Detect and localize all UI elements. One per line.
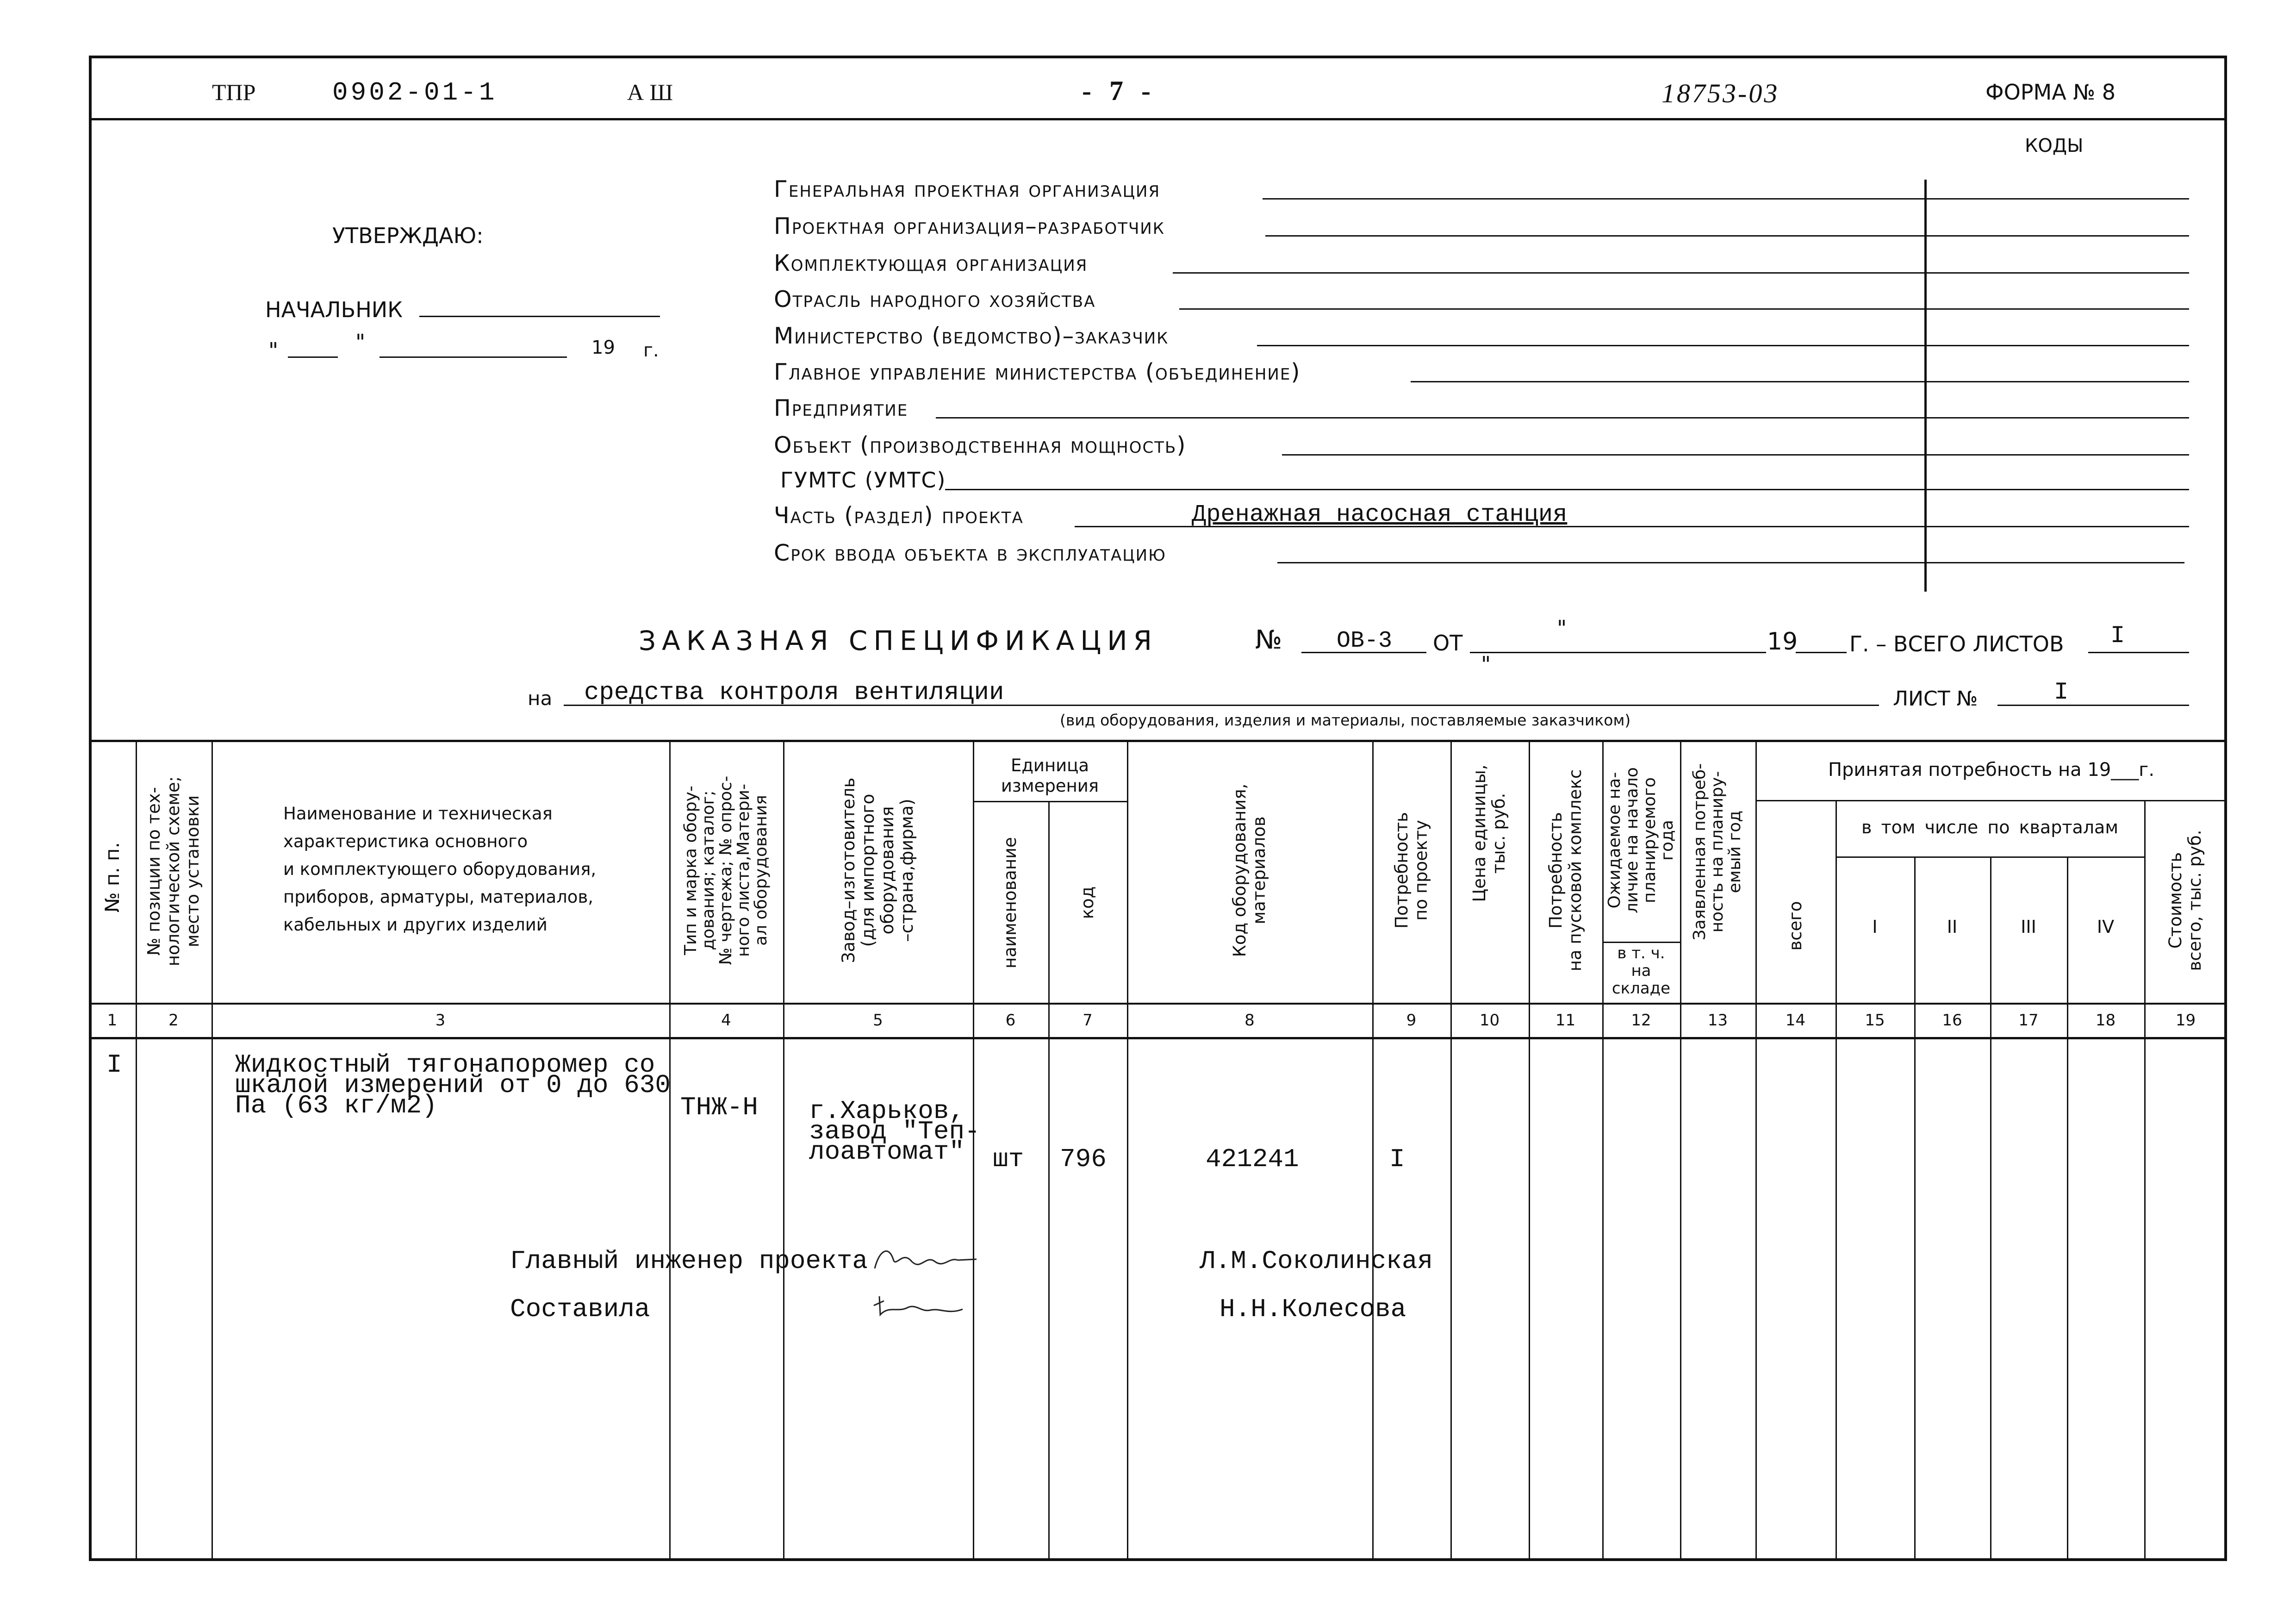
org-field-line bbox=[1173, 272, 2189, 274]
header-equipment-code: Код оборудования, материалов bbox=[1230, 783, 1269, 957]
spec-year-prefix: 19 bbox=[1767, 628, 1798, 656]
column-number: 10 bbox=[1479, 1011, 1500, 1030]
header-q2: II bbox=[1947, 917, 1958, 937]
col-divider bbox=[2144, 800, 2146, 1561]
col-divider bbox=[1372, 740, 1374, 1561]
compiler-role: Составила bbox=[510, 1294, 650, 1324]
org-field-line bbox=[945, 489, 2189, 490]
spec-sheet-value: I bbox=[2054, 679, 2069, 706]
org-field-label: Комплектующая организация bbox=[774, 250, 1088, 276]
row-unit-code: 796 bbox=[1060, 1144, 1107, 1174]
quarters-group-divider bbox=[1836, 856, 2144, 858]
header-divider bbox=[89, 118, 2227, 120]
spec-quote-bottom: " bbox=[1481, 652, 1491, 677]
column-number: 9 bbox=[1406, 1011, 1417, 1030]
org-field-line bbox=[936, 417, 2189, 418]
spec-subject: средства контроля вентиляции bbox=[584, 679, 1004, 707]
chief-label: НАЧАЛЬНИК bbox=[265, 297, 403, 322]
header-in-stock: в т. ч. на складе bbox=[1612, 944, 1671, 998]
project-code: 0902-01-1 bbox=[332, 78, 498, 107]
header-quarters: в том числе по кварталам bbox=[1861, 817, 2118, 837]
column-number: 16 bbox=[1942, 1011, 1962, 1030]
column-number: 14 bbox=[1785, 1011, 1806, 1030]
row-need: I bbox=[1389, 1144, 1405, 1174]
col-divider bbox=[1990, 856, 1991, 1561]
header-position: № позиции по тех- нологической схеме; место установки bbox=[144, 776, 203, 967]
row-type: ТНЖ-Н bbox=[680, 1093, 759, 1122]
row-maker: г.Харьков, завод "Теп- лоавтомат" bbox=[809, 1096, 980, 1167]
spec-number-value: ОВ-3 bbox=[1337, 628, 1393, 654]
col-divider bbox=[783, 740, 784, 1561]
column-number: 18 bbox=[2095, 1011, 2116, 1030]
row-unit-name: шт bbox=[993, 1144, 1024, 1174]
column-number: 2 bbox=[168, 1011, 179, 1030]
org-field-label: Отрасль народного хозяйства bbox=[774, 286, 1096, 312]
header-unit-code: код bbox=[1077, 886, 1097, 919]
header-expected-stock: Ожидаемое на- личие на начало планируемого года bbox=[1605, 767, 1677, 913]
row-equipment-code: 421241 bbox=[1206, 1144, 1299, 1174]
org-field-line bbox=[1265, 235, 2189, 237]
column-number: 4 bbox=[721, 1011, 731, 1030]
header-q4: IV bbox=[2097, 917, 2115, 937]
org-field-line bbox=[1263, 198, 2189, 200]
date-quote-open: " bbox=[268, 338, 279, 363]
row-pp: I bbox=[106, 1050, 122, 1080]
org-field-label: ГУМТС (УМТС) bbox=[780, 468, 946, 493]
col-divider bbox=[2067, 856, 2068, 1561]
chief-engineer-signature bbox=[870, 1241, 981, 1280]
row-name: Жидкостный тягонапоромер со шкалой измерений от 0 до 630 Па (63 кг/м2) bbox=[235, 1050, 671, 1120]
col-divider bbox=[136, 740, 137, 1561]
codes-label: КОДЫ bbox=[2025, 135, 2084, 156]
org-field-label: Главное управление министерства (объединение) bbox=[774, 359, 1301, 385]
form-number: ФОРМА № 8 bbox=[1985, 80, 2116, 105]
column-number: 19 bbox=[2175, 1011, 2196, 1030]
spec-na-label: на bbox=[528, 687, 553, 710]
org-field-label: Министерство (ведомство)–заказчик bbox=[774, 323, 1169, 349]
org-field-line bbox=[1257, 345, 2189, 346]
date-quote-close: " bbox=[355, 330, 366, 355]
spec-sheet-label: ЛИСТ № bbox=[1893, 687, 1978, 711]
header-cost: Стоимость всего, тыс. руб. bbox=[2165, 830, 2205, 971]
column-number: 3 bbox=[435, 1011, 446, 1030]
album-label: А Ш bbox=[627, 79, 673, 105]
column-number: 7 bbox=[1083, 1011, 1093, 1030]
header-total: всего bbox=[1786, 901, 1805, 951]
col-divider bbox=[1914, 856, 1916, 1561]
column-number: 6 bbox=[1005, 1011, 1016, 1030]
org-field-line bbox=[1282, 454, 2189, 456]
org-field-label: Генеральная проектная организация bbox=[774, 176, 1161, 202]
accepted-group-divider bbox=[1755, 800, 2227, 801]
column-number: 12 bbox=[1631, 1011, 1651, 1030]
org-field-label: Объект (производственная мощность) bbox=[774, 432, 1187, 458]
date-year-suffix: г. bbox=[643, 340, 659, 361]
spec-subject-hint: (вид оборудования, изделия и материалы, поставляемые заказчиком) bbox=[1060, 711, 1631, 729]
spec-quote-top: " bbox=[1557, 616, 1567, 641]
col-divider bbox=[1529, 740, 1530, 1561]
column-number: 13 bbox=[1707, 1011, 1728, 1030]
project-part-value: Дренажная насосная станция bbox=[1192, 501, 1568, 528]
header-maker: Завод–изготовитель (для импортного оборудования –страна,фирма) bbox=[839, 777, 917, 963]
column-number: 15 bbox=[1865, 1011, 1885, 1030]
spec-number-label: № bbox=[1255, 625, 1282, 655]
compiler-name: Н.Н.Колесова bbox=[1220, 1294, 1406, 1324]
compiler-signature bbox=[870, 1292, 972, 1326]
approve-label: УТВЕРЖДАЮ: bbox=[332, 223, 484, 248]
col-divider bbox=[1755, 740, 1757, 1561]
column-number: 5 bbox=[873, 1011, 883, 1030]
org-field-label: Срок ввода объекта в эксплуатацию bbox=[774, 540, 1166, 566]
doc-number: 18753-03 bbox=[1661, 78, 1780, 108]
table-body-divider bbox=[89, 1037, 2227, 1039]
org-field-label: Часть (раздел) проекта bbox=[774, 502, 1024, 529]
spec-year-line bbox=[1796, 652, 1847, 653]
header-unit-name: наименование bbox=[1000, 837, 1020, 968]
header-name: Наименование и техническая характеристика основного и комплектующего оборудования, приборов, арматуры, материалов, кабельных и других изделий bbox=[283, 804, 597, 935]
header-launch-complex: Потребность на пусковой комплекс bbox=[1546, 769, 1585, 972]
org-field-line bbox=[1179, 308, 2189, 310]
header-pp: № п. п. bbox=[101, 842, 124, 913]
col-divider bbox=[1680, 740, 1681, 1561]
date-year-prefix: 19 bbox=[591, 337, 615, 358]
column-number: 17 bbox=[2018, 1011, 2039, 1030]
chief-signature-line bbox=[419, 316, 660, 317]
table-top-border bbox=[89, 740, 2227, 742]
spec-total-sheets-label: Г. – ВСЕГО ЛИСТОВ bbox=[1849, 631, 2064, 656]
spec-title: ЗАКАЗНАЯ СПЕЦИФИКАЦИЯ bbox=[639, 625, 1158, 656]
col-divider bbox=[1602, 740, 1604, 1561]
column-number: 8 bbox=[1244, 1011, 1255, 1030]
chief-engineer-name: Л.М.Соколинская bbox=[1200, 1246, 1433, 1276]
header-unit-group: Единица измерения bbox=[1001, 756, 1099, 796]
org-field-label: Предприятие bbox=[774, 395, 908, 421]
header-type: Тип и марка обору- дования; каталог; № чертежа; № опрос- ного листа,Матери- ал оборудования bbox=[681, 775, 771, 965]
codes-column-divider bbox=[1924, 180, 1927, 592]
org-field-line bbox=[1411, 381, 2189, 382]
chief-engineer-role: Главный инженер проекта bbox=[510, 1246, 868, 1276]
header-q1: I bbox=[1872, 917, 1878, 937]
header-declared-need: Заявленная потреб- ность на планиру- емый год bbox=[1690, 763, 1744, 941]
col-divider bbox=[1836, 800, 1837, 1561]
date-month-line bbox=[380, 356, 567, 358]
org-field-line bbox=[1277, 562, 2184, 563]
spec-total-sheets-value: I bbox=[2110, 622, 2125, 650]
unit-group-divider bbox=[973, 801, 1127, 802]
stock-subdivider bbox=[1602, 942, 1680, 943]
col-divider bbox=[212, 740, 213, 1561]
column-number: 1 bbox=[107, 1011, 118, 1030]
tpr-label: ТПР bbox=[212, 79, 256, 105]
header-price: Цена единицы, тыс. руб. bbox=[1469, 764, 1509, 902]
spec-sheet-line bbox=[1997, 705, 2189, 706]
header-need: Потребность по проекту bbox=[1392, 812, 1431, 929]
spec-from-label: ОТ bbox=[1433, 631, 1463, 656]
spec-total-sheets-line bbox=[2088, 652, 2189, 653]
spec-date-line bbox=[1470, 652, 1766, 653]
col-divider bbox=[1450, 740, 1452, 1561]
date-day-line bbox=[288, 356, 338, 358]
col-divider bbox=[1048, 801, 1050, 1561]
column-number: 11 bbox=[1555, 1011, 1576, 1030]
col-divider bbox=[669, 740, 671, 1561]
page-number: - 7 - bbox=[1082, 75, 1151, 106]
header-q3: III bbox=[2021, 917, 2036, 937]
org-field-label: Проектная организация–разработчик bbox=[774, 213, 1165, 239]
header-accepted: Принятая потребность на 19___г. bbox=[1828, 759, 2155, 781]
col-divider bbox=[1127, 740, 1128, 1561]
